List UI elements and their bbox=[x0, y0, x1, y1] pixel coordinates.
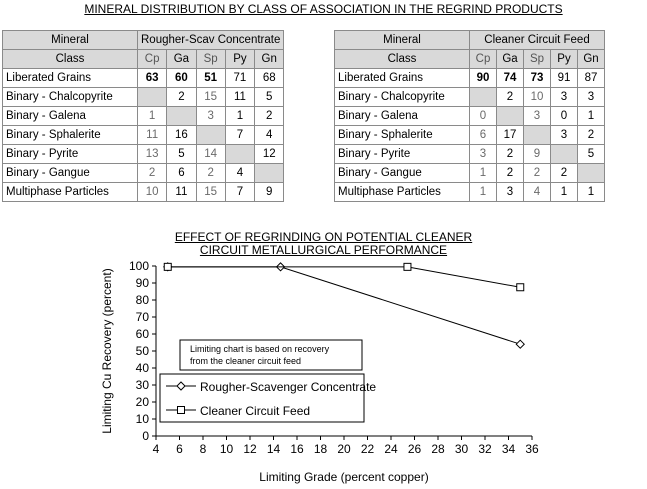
data-point-square bbox=[517, 284, 524, 291]
table-cell: 16 bbox=[167, 126, 196, 145]
table-cell: 51 bbox=[196, 69, 225, 88]
data-point-diamond bbox=[516, 340, 524, 348]
annotation-text: Limiting chart is based on recovery bbox=[190, 344, 330, 354]
table-cell: 4 bbox=[524, 183, 551, 202]
table-cell: 1 bbox=[578, 107, 605, 126]
table-cell: 3 bbox=[524, 107, 551, 126]
mineral-column-header: Ga bbox=[167, 50, 196, 69]
mineral-column-header: Sp bbox=[196, 50, 225, 69]
table-cell: 15 bbox=[196, 183, 225, 202]
x-tick-label: 32 bbox=[478, 442, 492, 456]
table-cell: 1 bbox=[470, 164, 497, 183]
table-cell: 2 bbox=[138, 164, 167, 183]
mineral-column-header: Sp bbox=[524, 50, 551, 69]
x-tick-label: 8 bbox=[199, 442, 207, 456]
x-axis-label: Limiting Grade (percent copper) bbox=[259, 470, 429, 484]
table-cell: 0 bbox=[551, 107, 578, 126]
table-cell: 71 bbox=[225, 69, 254, 88]
table-cell: 13 bbox=[138, 145, 167, 164]
table-cell: 1 bbox=[578, 183, 605, 202]
table-cell: 1 bbox=[470, 183, 497, 202]
table-cell: 17 bbox=[497, 126, 524, 145]
x-tick-label: 34 bbox=[501, 442, 516, 456]
y-tick-label: 30 bbox=[135, 378, 149, 392]
mineral-header: Mineral bbox=[335, 31, 470, 50]
x-tick-label: 30 bbox=[454, 442, 469, 456]
table-cell: 3 bbox=[578, 88, 605, 107]
chart-title-line1: EFFECT OF REGRINDING ON POTENTIAL CLEANER bbox=[174, 230, 473, 244]
x-tick-label: 12 bbox=[243, 442, 257, 456]
row-label: Binary - Gangue bbox=[3, 164, 138, 183]
y-tick-label: 40 bbox=[135, 361, 149, 375]
table-cell: 2 bbox=[497, 164, 524, 183]
table-cell: 2 bbox=[551, 164, 578, 183]
x-tick-label: 18 bbox=[313, 442, 328, 456]
x-tick-label: 20 bbox=[337, 442, 351, 456]
mineral-column-header: Py bbox=[551, 50, 578, 69]
table-cell: 1 bbox=[225, 107, 254, 126]
table-cell: 11 bbox=[225, 88, 254, 107]
table-cell: 7 bbox=[225, 126, 254, 145]
table-cell: 2 bbox=[497, 145, 524, 164]
table-cell: 3 bbox=[470, 145, 497, 164]
row-label: Liberated Grains bbox=[335, 69, 470, 88]
table-cell: 6 bbox=[167, 164, 196, 183]
table-cell: 4 bbox=[225, 164, 254, 183]
y-axis-label: Limiting Cu Recovery (percent) bbox=[100, 268, 114, 434]
x-tick-label: 4 bbox=[152, 442, 160, 456]
table-cell: 3 bbox=[551, 88, 578, 107]
y-tick-label: 80 bbox=[135, 293, 149, 307]
row-label: Binary - Pyrite bbox=[335, 145, 470, 164]
y-tick-label: 60 bbox=[135, 327, 149, 341]
row-label: Binary - Sphalerite bbox=[335, 126, 470, 145]
data-point-square bbox=[178, 407, 185, 414]
y-tick-label: 50 bbox=[135, 344, 149, 358]
table-cell: 7 bbox=[225, 183, 254, 202]
row-label: Binary - Pyrite bbox=[3, 145, 138, 164]
table-cell: 5 bbox=[167, 145, 196, 164]
table-cell: 2 bbox=[497, 88, 524, 107]
table-cell: 11 bbox=[167, 183, 196, 202]
x-tick-label: 16 bbox=[290, 442, 304, 456]
table-cell: 74 bbox=[497, 69, 524, 88]
data-point-square bbox=[164, 263, 171, 270]
legend-label: Cleaner Circuit Feed bbox=[200, 404, 311, 418]
x-tick-label: 24 bbox=[384, 442, 398, 456]
mineral-column-header: Cp bbox=[138, 50, 167, 69]
table-cell: 2 bbox=[524, 164, 551, 183]
table-cell: 1 bbox=[138, 107, 167, 126]
mineral-column-header: Cp bbox=[470, 50, 497, 69]
legend-label: Rougher-Scavenger Concentrate bbox=[200, 380, 377, 394]
mineral-column-header: Gn bbox=[255, 50, 284, 69]
table-cell: 2 bbox=[578, 126, 605, 145]
table-cell: 2 bbox=[255, 107, 284, 126]
table-cell: 14 bbox=[196, 145, 225, 164]
table-cell: 5 bbox=[578, 145, 605, 164]
table-cell: 90 bbox=[470, 69, 497, 88]
chart-title-line2: CIRCUIT METALLURGICAL PERFORMANCE bbox=[199, 243, 448, 257]
x-tick-label: 22 bbox=[360, 442, 375, 456]
row-label: Binary - Sphalerite bbox=[3, 126, 138, 145]
table-cell: 15 bbox=[196, 88, 225, 107]
class-header: Class bbox=[335, 50, 470, 69]
y-tick-label: 90 bbox=[135, 276, 149, 290]
row-label: Liberated Grains bbox=[3, 69, 138, 88]
row-label: Binary - Chalcopyrite bbox=[3, 88, 138, 107]
group-header: Rougher-Scav Concentrate bbox=[138, 31, 284, 50]
table-cell: 5 bbox=[255, 88, 284, 107]
row-label: Multiphase Particles bbox=[3, 183, 138, 202]
table-cell: 10 bbox=[138, 183, 167, 202]
mineral-header: Mineral bbox=[3, 31, 138, 50]
table-cell: 10 bbox=[524, 88, 551, 107]
table-cell: 2 bbox=[167, 88, 196, 107]
table-cell: 63 bbox=[138, 69, 167, 88]
row-label: Binary - Galena bbox=[3, 107, 138, 126]
table-cell: 91 bbox=[551, 69, 578, 88]
y-tick-label: 0 bbox=[142, 429, 149, 443]
x-tick-label: 28 bbox=[431, 442, 445, 456]
table-cell: 87 bbox=[578, 69, 605, 88]
x-tick-label: 6 bbox=[176, 442, 183, 456]
table-cell: 0 bbox=[470, 107, 497, 126]
row-label: Binary - Galena bbox=[335, 107, 470, 126]
row-label: Multiphase Particles bbox=[335, 183, 470, 202]
mineral-column-header: Py bbox=[225, 50, 254, 69]
table-cell: 3 bbox=[196, 107, 225, 126]
table-cell: 6 bbox=[470, 126, 497, 145]
row-label: Binary - Chalcopyrite bbox=[335, 88, 470, 107]
table-cell: 11 bbox=[138, 126, 167, 145]
data-point-square bbox=[404, 263, 411, 270]
x-tick-label: 26 bbox=[407, 442, 422, 456]
series-line bbox=[168, 267, 521, 344]
page-title: MINERAL DISTRIBUTION BY CLASS OF ASSOCIATION IN THE REGRIND PRODUCTS bbox=[84, 2, 563, 16]
table-cell: 2 bbox=[196, 164, 225, 183]
x-tick-label: 10 bbox=[219, 442, 234, 456]
y-tick-label: 10 bbox=[135, 412, 149, 426]
y-tick-label: 70 bbox=[135, 310, 149, 324]
table-cell: 60 bbox=[167, 69, 196, 88]
row-label: Binary - Gangue bbox=[335, 164, 470, 183]
group-header: Cleaner Circuit Feed bbox=[470, 31, 605, 50]
table-cell: 68 bbox=[255, 69, 284, 88]
y-tick-label: 100 bbox=[128, 259, 149, 273]
x-tick-label: 36 bbox=[525, 442, 539, 456]
table-cell: 4 bbox=[255, 126, 284, 145]
annotation-text: from the cleaner circuit feed bbox=[190, 356, 302, 366]
table-cell: 1 bbox=[551, 183, 578, 202]
table-cell: 12 bbox=[255, 145, 284, 164]
table-cell: 73 bbox=[524, 69, 551, 88]
y-tick-label: 20 bbox=[135, 395, 149, 409]
table-cell: 9 bbox=[255, 183, 284, 202]
series-line bbox=[168, 267, 521, 287]
mineral-column-header: Gn bbox=[578, 50, 605, 69]
class-header: Class bbox=[3, 50, 138, 69]
table-cell: 9 bbox=[524, 145, 551, 164]
table-cell: 3 bbox=[551, 126, 578, 145]
table-cell: 3 bbox=[497, 183, 524, 202]
x-tick-label: 14 bbox=[266, 442, 281, 456]
mineral-column-header: Ga bbox=[497, 50, 524, 69]
